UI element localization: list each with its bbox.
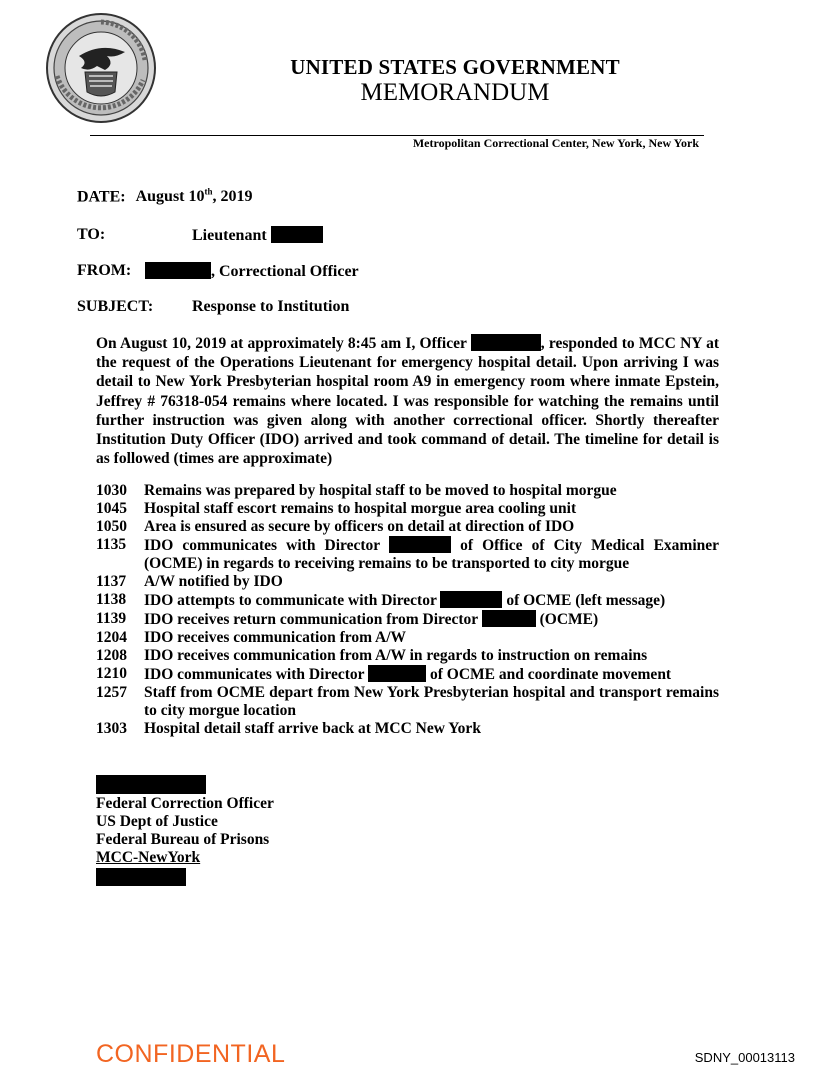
from-label: FROM: (77, 262, 132, 279)
confidential-stamp: CONFIDENTIAL (96, 1040, 286, 1068)
subject-value: Response to Institution (192, 298, 350, 315)
timeline-item: 1204 IDO receives communication from A/W (96, 629, 407, 646)
redaction-block (368, 665, 426, 682)
redaction-block (145, 262, 211, 279)
timeline-item: 1138 IDO attempts to communicate with Director of OCME (left message) (96, 591, 666, 609)
timeline-item: 1030 Remains was prepared by hospital staff to be moved to hospital morgue (96, 482, 617, 499)
date-value: August 10th, 2019 (135, 187, 253, 206)
timeline-item: 1257 Staff from OCME depart from New York Presbyterian hospital and transport remains to city morgue location (96, 684, 719, 719)
from-value: , Correctional Officer (145, 262, 359, 281)
date-label: DATE: (77, 188, 126, 206)
redaction-block (471, 334, 541, 351)
timeline-item: 1210 IDO communicates with Director of OCME and coordinate movement (96, 665, 672, 683)
signature-line: US Dept of Justice (96, 813, 218, 830)
date-field (77, 187, 253, 206)
redaction-block (482, 610, 536, 627)
timeline-item: 1137 A/W notified by IDO (96, 573, 283, 590)
signature-line: Federal Bureau of Prisons (96, 831, 270, 848)
timeline-item: 1303 Hospital detail staff arrive back at MCC New York (96, 720, 481, 737)
timeline-item: 1045 Hospital staff escort remains to hospital morgue area cooling unit (96, 500, 577, 517)
memo-header-title: UNITED STATES GOVERNMENT (290, 55, 620, 79)
timeline-item: 1135 IDO communicates with Director of Office of City Medical Examiner (OCME) in regards to receiving remains to be transported to city morgue (96, 536, 720, 572)
subject-label: SUBJECT: (77, 298, 154, 315)
timeline-list (96, 482, 719, 738)
signature-block (96, 795, 274, 867)
to-value: Lieutenant (192, 226, 323, 245)
timeline-item: 1050 Area is ensured as secure by officers on detail at direction of IDO (96, 518, 575, 535)
to-label: TO: (77, 226, 106, 243)
doj-seal-logo (45, 12, 157, 124)
redaction-block (96, 868, 186, 886)
bates-number: SDNY_00013113 (694, 1050, 795, 1065)
timeline-item: 1139 IDO receives return communication from Director (OCME) (96, 610, 599, 628)
redaction-block (271, 226, 323, 243)
redaction-block (440, 591, 502, 608)
redaction-block (96, 775, 206, 794)
body-paragraph: On August 10, 2019 at approximately 8:45 am I, Officer , responded to MCC NY at the request of the Operations Lieutenant for emergency hospital detail. Upon arriving I was detail to New York Presbyterian hospital room A9 in emergency room where inmate Epstein, Jeffrey # 76318-054 remains where located. I was responsible for watching the remains until further instruction was given along with another correctional officer. Shortly thereafter Institution Duty Officer (IDO) arrived and took command of detail. The timeline for detail is as followed (times are approximate) (96, 335, 720, 468)
signature-line: MCC-NewYork (96, 849, 201, 866)
signature-line: Federal Correction Officer (96, 795, 274, 812)
header-location: Metropolitan Correctional Center, New York, New York (412, 136, 699, 150)
timeline-item: 1208 IDO receives communication from A/W in regards to instruction on remains (96, 647, 648, 664)
memo-header-subtitle: MEMORANDUM (360, 79, 550, 106)
redaction-block (389, 536, 451, 553)
